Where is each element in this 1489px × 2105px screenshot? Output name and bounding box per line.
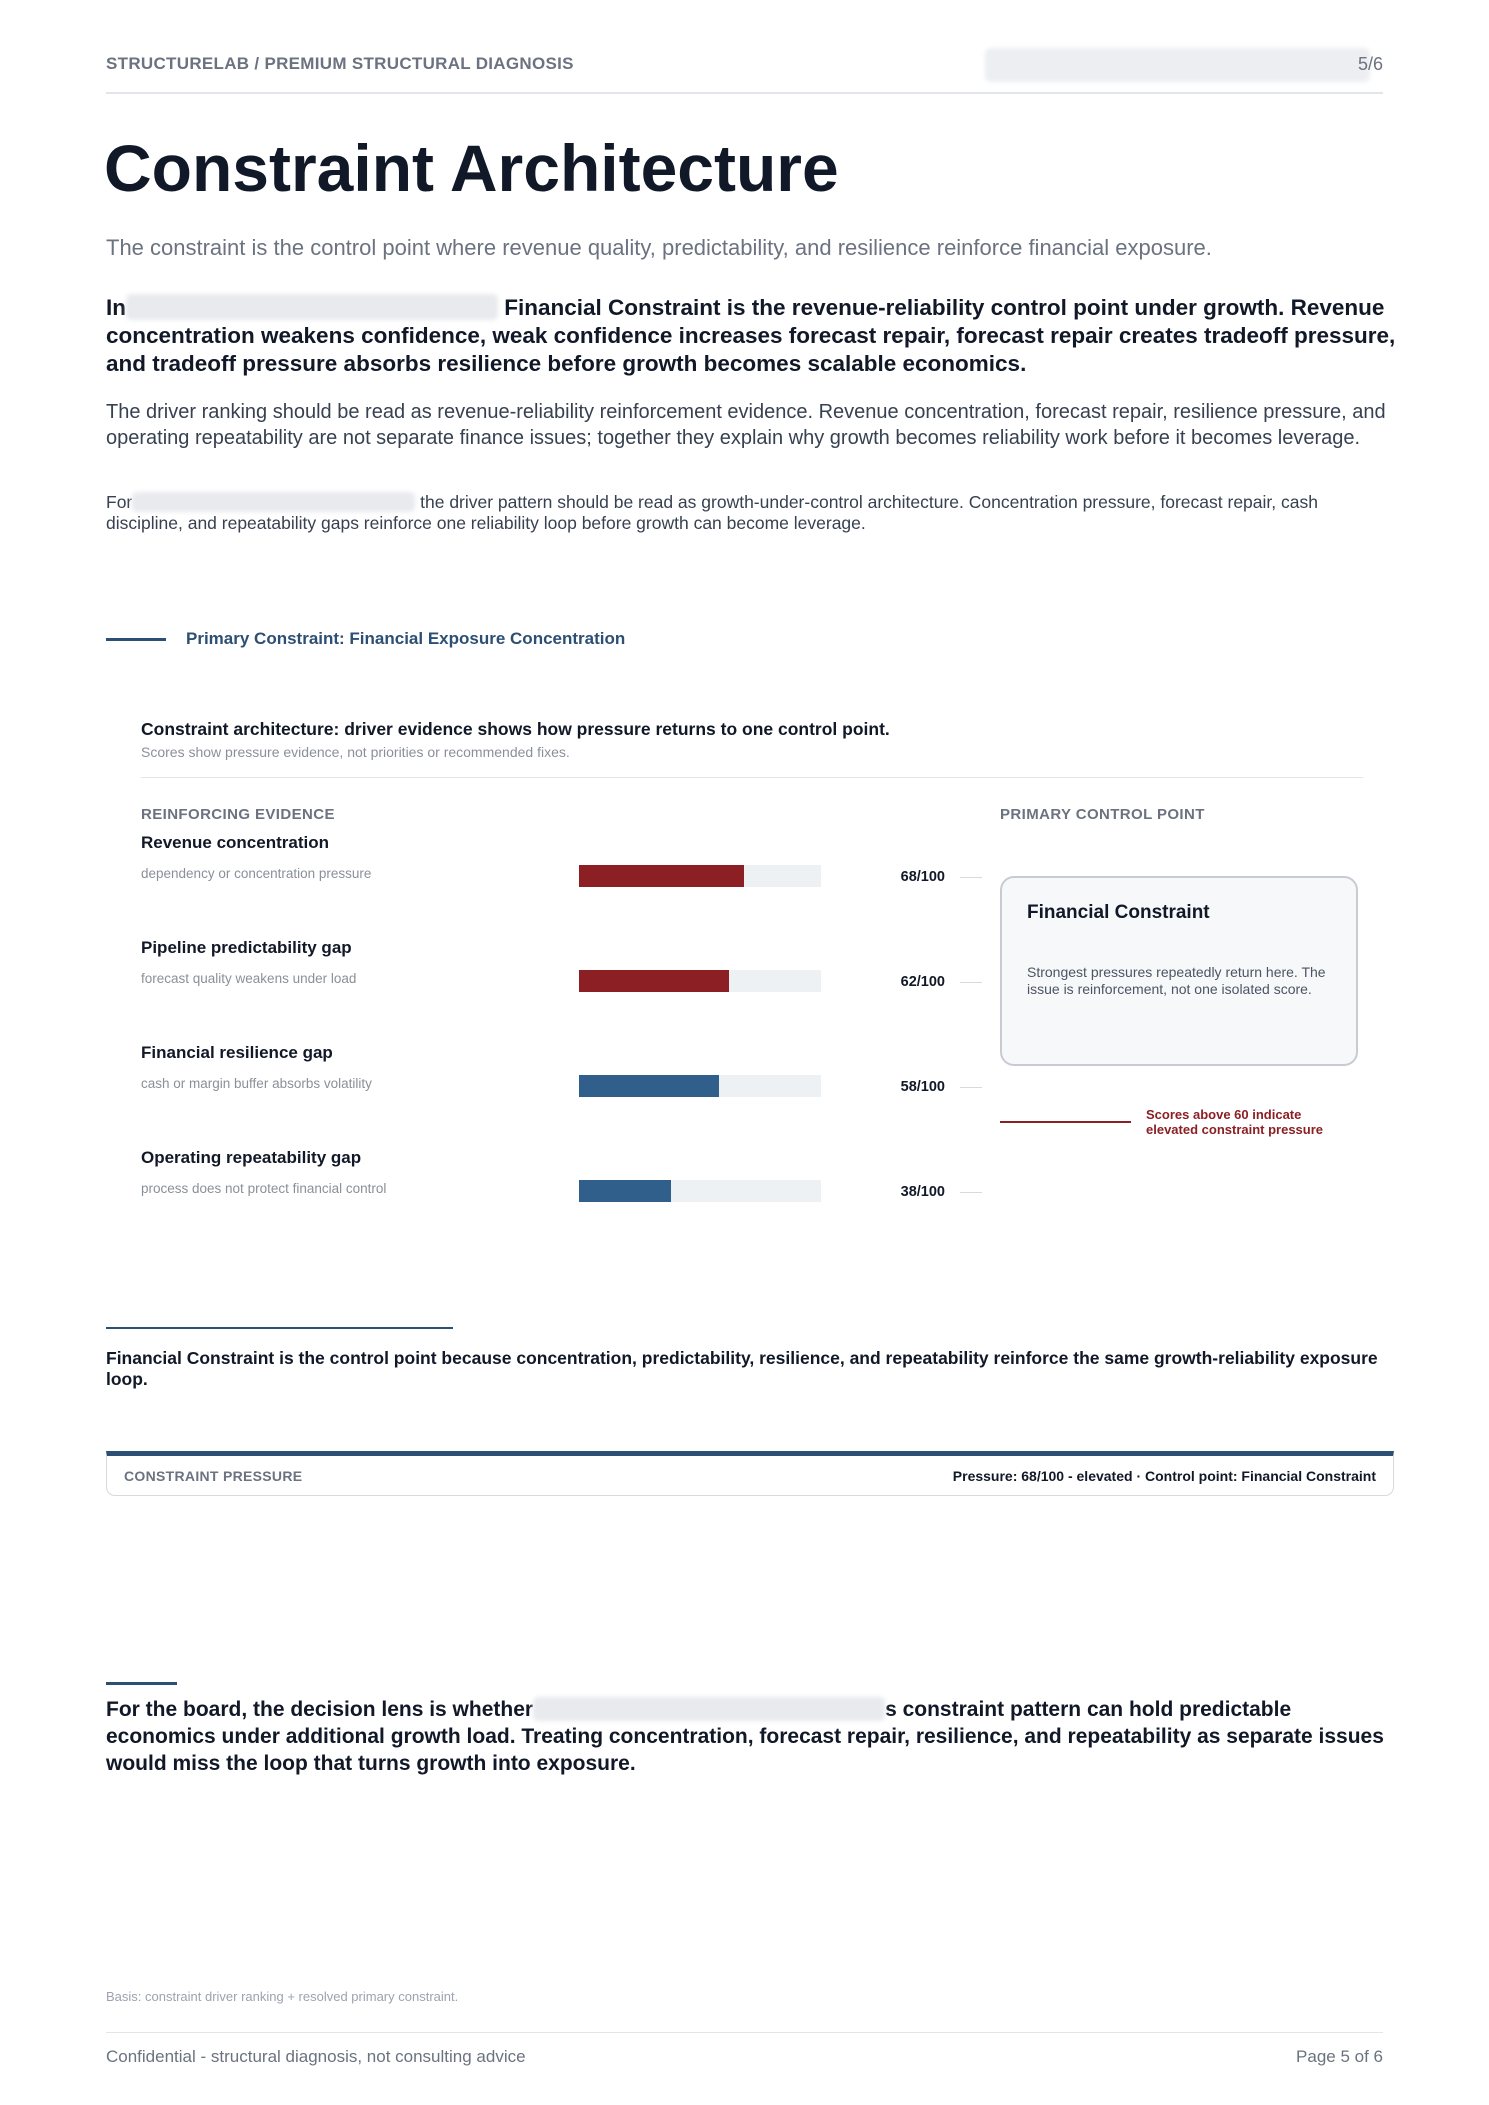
header-brand: STRUCTURELAB / PREMIUM STRUCTURAL DIAGNOSIS <box>106 54 574 73</box>
bar-track <box>579 1180 821 1202</box>
redacted-header-field <box>985 48 1370 82</box>
driver-description: cash or margin buffer absorbs volatility <box>141 1076 372 1091</box>
bar-score-label: 58/100 <box>900 1079 945 1095</box>
board-prefix: For the board, the decision lens is whether <box>106 1698 534 1721</box>
summary-accent-line <box>106 1327 453 1329</box>
bar-connector-tick <box>960 982 982 983</box>
reinforcing-evidence-heading: REINFORCING EVIDENCE <box>141 806 335 823</box>
summary-statement: Financial Constraint is the control point because concentration, predictability, resilience, and repeatability reinforce the same growth-reliability exposure loop. <box>106 1348 1378 1389</box>
control-point-text: Strongest pressures repeatedly return here. The issue is reinforcement, not one isolated score. <box>1027 964 1326 997</box>
bar-connector-tick <box>960 877 982 878</box>
primary-constraint-label: Primary Constraint: Financial Exposure Concentration <box>186 629 626 648</box>
driver-name: Financial resilience gap <box>141 1043 333 1062</box>
bar-score-label: 62/100 <box>900 974 945 990</box>
header-divider <box>106 92 1383 94</box>
bar-connector-tick <box>960 1087 982 1088</box>
driver-description: dependency or concentration pressure <box>141 866 372 881</box>
constraint-pressure-bar <box>106 1451 1394 1496</box>
bar-track <box>579 865 821 887</box>
driver-pattern-paragraph <box>106 492 1396 534</box>
paragraph2-prefix: For <box>106 492 133 512</box>
driver-ranking-paragraph: The driver ranking should be read as revenue-reliability reinforcement evidence. Revenue concentration, forecast repair, resilience pressure, and operating repeatability are not separate finance issues; together they explain why growth becomes reliability work before it becomes leverage. <box>106 401 1386 449</box>
footer-confidential: Confidential - structural diagnosis, not consulting advice <box>106 2047 526 2066</box>
threshold-legend-line <box>1000 1121 1131 1123</box>
header-page-indicator: 5/6 <box>1357 54 1383 74</box>
driver-name: Operating repeatability gap <box>141 1148 362 1167</box>
section-accent-line <box>106 638 166 641</box>
redacted-company-name <box>533 1697 885 1721</box>
control-point-card <box>1000 876 1358 1066</box>
page-subtitle: The constraint is the control point where revenue quality, predictability, and resilience reinforce financial exposure. <box>106 235 1212 260</box>
driver-description: forecast quality weakens under load <box>141 971 357 986</box>
board-accent-line <box>106 1682 177 1685</box>
bar-connector-tick <box>960 1192 982 1193</box>
bar-score-label: 68/100 <box>900 869 945 885</box>
constraint-pressure-label: CONSTRAINT PRESSURE <box>124 1468 303 1484</box>
bar-track <box>579 970 821 992</box>
constraint-pressure-value: Pressure: 68/100 - elevated · Control point: Financial Constraint <box>952 1468 1376 1484</box>
bar-fill <box>579 865 744 887</box>
driver-name: Revenue concentration <box>141 833 329 852</box>
redacted-company-name <box>132 492 415 512</box>
control-point-title: Financial Constraint <box>1027 902 1210 923</box>
lead-paragraph <box>106 294 1396 378</box>
bar-fill <box>579 1075 719 1097</box>
bar-track <box>579 1075 821 1097</box>
redacted-company-name <box>126 294 498 320</box>
board-decision-paragraph <box>106 1696 1396 1777</box>
page-title: Constraint Architecture <box>104 131 839 205</box>
board-text: s constraint pattern can hold predictable economics under additional growth load. Treating concentration, forecast repair, resilience, and repeatability as separate issues would miss the loop that turns growth into exposure. <box>106 1698 1384 1775</box>
driver-name: Pipeline predictability gap <box>141 938 352 957</box>
chart-title: Constraint architecture: driver evidence shows how pressure returns to one control point. <box>141 719 890 739</box>
threshold-legend-text: Scores above 60 indicate elevated constraint pressure <box>1146 1107 1324 1137</box>
bar-score-label: 38/100 <box>900 1184 945 1200</box>
footer-divider <box>106 2032 1383 2033</box>
lead-prefix: In <box>106 295 126 320</box>
chart-subtitle: Scores show pressure evidence, not priorities or recommended fixes. <box>141 744 570 760</box>
driver-description: process does not protect financial control <box>141 1181 387 1196</box>
basis-note: Basis: constraint driver ranking + resolved primary constraint. <box>106 1989 459 2004</box>
lead-text: Financial Constraint is the revenue-reliability control point under growth. Revenue concentration weakens confidence, weak confidence increases forecast repair, forecast repair creates tradeoff pressure, and tradeoff pressure absorbs resilience before growth becomes scalable economics. <box>106 295 1396 376</box>
footer-page-number: Page 5 of 6 <box>1296 2047 1383 2066</box>
paragraph2-text: the driver pattern should be read as growth-under-control architecture. Concentration pressure, forecast repair, cash discipline, and repeatability gaps reinforce one reliability loop before growth can become leverage. <box>106 492 1318 533</box>
bar-fill <box>579 1180 671 1202</box>
chart-divider <box>141 777 1363 778</box>
bar-fill <box>579 970 729 992</box>
primary-control-point-heading: PRIMARY CONTROL POINT <box>1000 806 1205 823</box>
